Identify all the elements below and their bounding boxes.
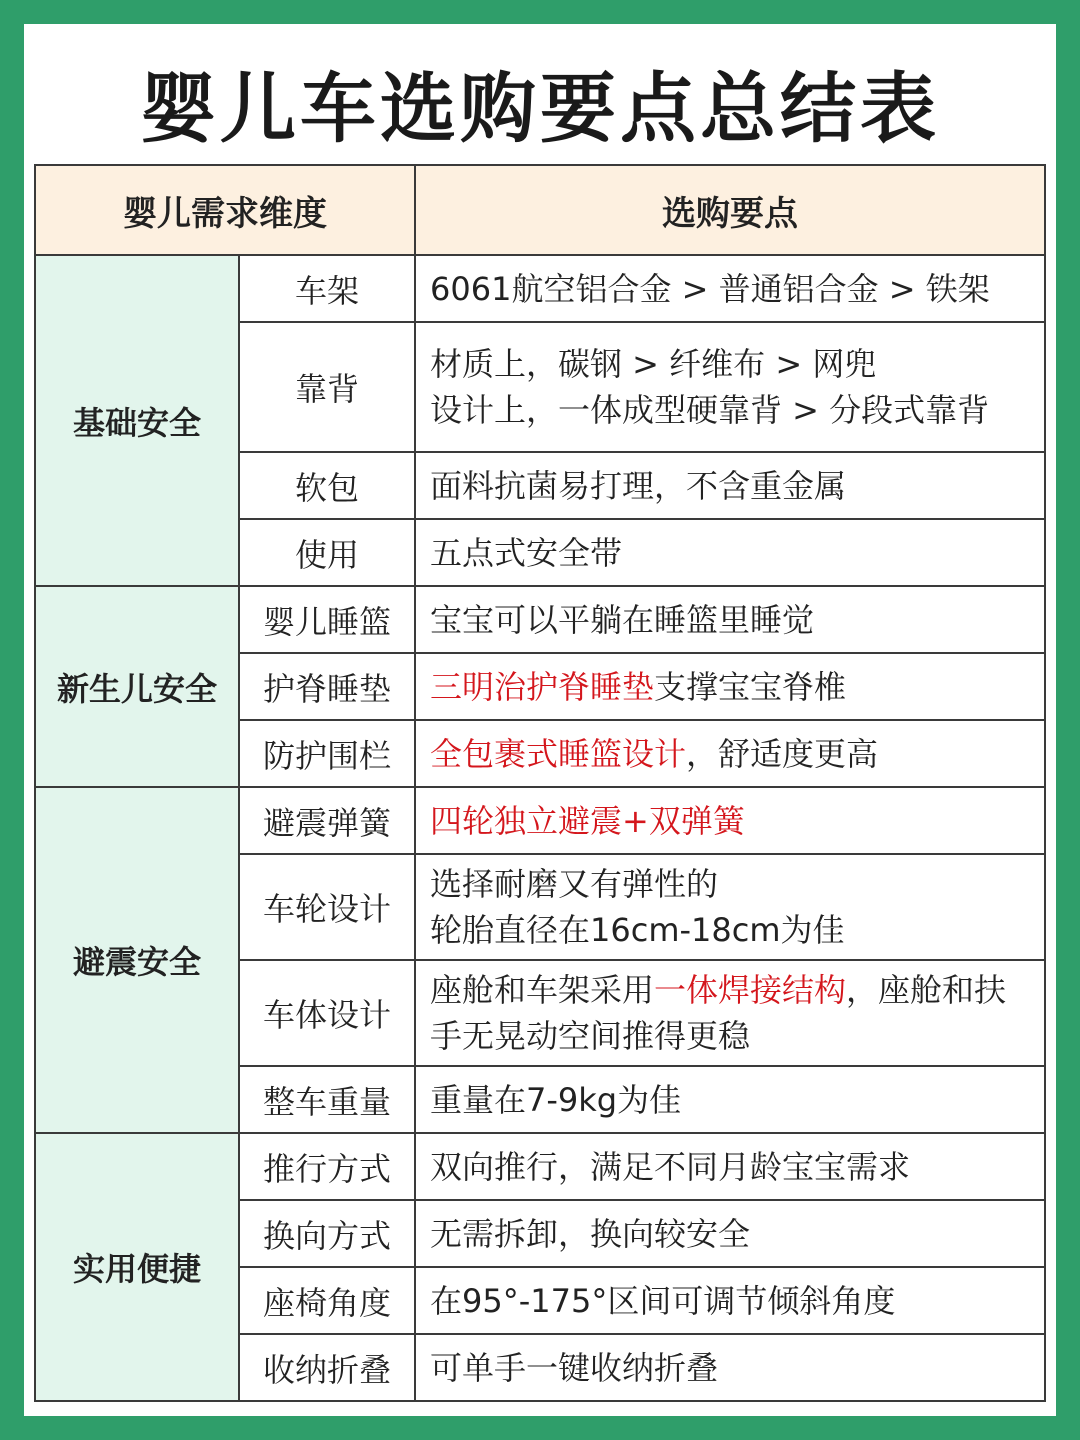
sub-dimension-cell: 换向方式 bbox=[239, 1200, 415, 1267]
point-line bbox=[430, 1345, 1044, 1391]
point-text: ，座舱和扶 bbox=[846, 971, 1007, 1009]
selection-point-cell bbox=[415, 1334, 1045, 1401]
selection-point-cell bbox=[415, 1066, 1045, 1133]
dimension-cell: 实用便捷 bbox=[35, 1133, 239, 1401]
selection-point-cell bbox=[415, 787, 1045, 854]
selection-point-cell bbox=[415, 854, 1045, 960]
point-text: 在95°-175°区间可调节倾斜角度 bbox=[430, 1281, 896, 1320]
sub-dimension-cell: 座椅角度 bbox=[239, 1267, 415, 1334]
dimension-cell: 避震安全 bbox=[35, 787, 239, 1133]
highlight-text: 四轮独立避震+双弹簧 bbox=[430, 801, 745, 840]
selection-point-cell bbox=[415, 255, 1045, 322]
point-line bbox=[430, 861, 1044, 907]
point-text: 无需拆卸，换向较安全 bbox=[430, 1214, 751, 1253]
sub-dimension-cell: 婴儿睡篮 bbox=[239, 586, 415, 653]
point-line bbox=[430, 1144, 1044, 1190]
point-text: 双向推行，满足不同月龄宝宝需求 bbox=[430, 1147, 911, 1186]
sub-dimension-cell: 车架 bbox=[239, 255, 415, 322]
table-row bbox=[35, 1133, 1045, 1200]
sub-dimension-cell: 靠背 bbox=[239, 322, 415, 452]
point-text: 宝宝可以平躺在睡篮里睡觉 bbox=[430, 600, 815, 639]
dimension-cell: 基础安全 bbox=[35, 255, 239, 586]
point-line bbox=[430, 387, 1044, 433]
selection-point-cell bbox=[415, 653, 1045, 720]
point-text: 面料抗菌易打理，不含重金属 bbox=[430, 466, 847, 505]
dimension-cell: 新生儿安全 bbox=[35, 586, 239, 787]
sub-dimension-cell: 推行方式 bbox=[239, 1133, 415, 1200]
point-line bbox=[430, 1278, 1044, 1324]
selection-point-cell bbox=[415, 720, 1045, 787]
sub-dimension-cell: 整车重量 bbox=[239, 1066, 415, 1133]
selection-point-cell bbox=[415, 960, 1045, 1066]
table-row bbox=[35, 586, 1045, 653]
header-points: 选购要点 bbox=[415, 165, 1045, 255]
summary-table bbox=[34, 164, 1046, 1402]
summary-card bbox=[24, 24, 1056, 1416]
point-line bbox=[430, 664, 1044, 710]
point-line bbox=[430, 798, 1044, 844]
point-text: 五点式安全带 bbox=[430, 533, 623, 572]
point-text: 设计上，一体成型硬靠背 > 分段式靠背 bbox=[430, 391, 990, 429]
point-line bbox=[430, 1211, 1044, 1257]
table-row bbox=[35, 255, 1045, 322]
point-line bbox=[430, 266, 1044, 312]
selection-point-cell bbox=[415, 1133, 1045, 1200]
point-line bbox=[430, 731, 1044, 777]
sub-dimension-cell: 软包 bbox=[239, 452, 415, 519]
table-body bbox=[35, 255, 1045, 1401]
sub-dimension-cell: 车体设计 bbox=[239, 960, 415, 1066]
point-text: 手无晃动空间推得更稳 bbox=[430, 1017, 751, 1055]
highlight-text: 三明治护脊睡垫 bbox=[430, 667, 655, 706]
point-line bbox=[430, 1013, 1044, 1059]
table-row bbox=[35, 787, 1045, 854]
point-line bbox=[430, 530, 1044, 576]
selection-point-cell bbox=[415, 519, 1045, 586]
point-text: 选择耐磨又有弹性的 bbox=[430, 865, 719, 903]
point-text: 重量在7-9kg为佳 bbox=[430, 1080, 682, 1119]
sub-dimension-cell: 使用 bbox=[239, 519, 415, 586]
point-line bbox=[430, 463, 1044, 509]
selection-point-cell bbox=[415, 586, 1045, 653]
point-line bbox=[430, 1077, 1044, 1123]
point-line bbox=[430, 597, 1044, 643]
selection-point-cell bbox=[415, 452, 1045, 519]
point-text: 可单手一键收纳折叠 bbox=[430, 1348, 719, 1387]
point-line bbox=[430, 907, 1044, 953]
highlight-text: 全包裹式睡篮设计 bbox=[430, 734, 687, 773]
selection-point-cell bbox=[415, 322, 1045, 452]
selection-point-cell bbox=[415, 1200, 1045, 1267]
sub-dimension-cell: 收纳折叠 bbox=[239, 1334, 415, 1401]
selection-point-cell bbox=[415, 1267, 1045, 1334]
page-title: 婴儿车选购要点总结表 bbox=[140, 64, 940, 153]
header-dimension: 婴儿需求维度 bbox=[35, 165, 415, 255]
point-text: 支撑宝宝脊椎 bbox=[654, 667, 847, 706]
sub-dimension-cell: 护脊睡垫 bbox=[239, 653, 415, 720]
sub-dimension-cell: 防护围栏 bbox=[239, 720, 415, 787]
point-text: 6061航空铝合金 > 普通铝合金 > 铁架 bbox=[430, 269, 990, 308]
point-line bbox=[430, 341, 1044, 387]
point-text: ，舒适度更高 bbox=[686, 734, 879, 773]
table-header-row bbox=[35, 165, 1045, 255]
point-text: 材质上，碳钢 > 纤维布 > 网兜 bbox=[430, 345, 877, 383]
point-text: 座舱和车架采用 bbox=[430, 971, 655, 1009]
sub-dimension-cell: 避震弹簧 bbox=[239, 787, 415, 854]
highlight-text: 一体焊接结构 bbox=[654, 971, 847, 1009]
point-line bbox=[430, 967, 1044, 1013]
point-text: 轮胎直径在16cm-18cm为佳 bbox=[430, 911, 845, 949]
sub-dimension-cell: 车轮设计 bbox=[239, 854, 415, 960]
